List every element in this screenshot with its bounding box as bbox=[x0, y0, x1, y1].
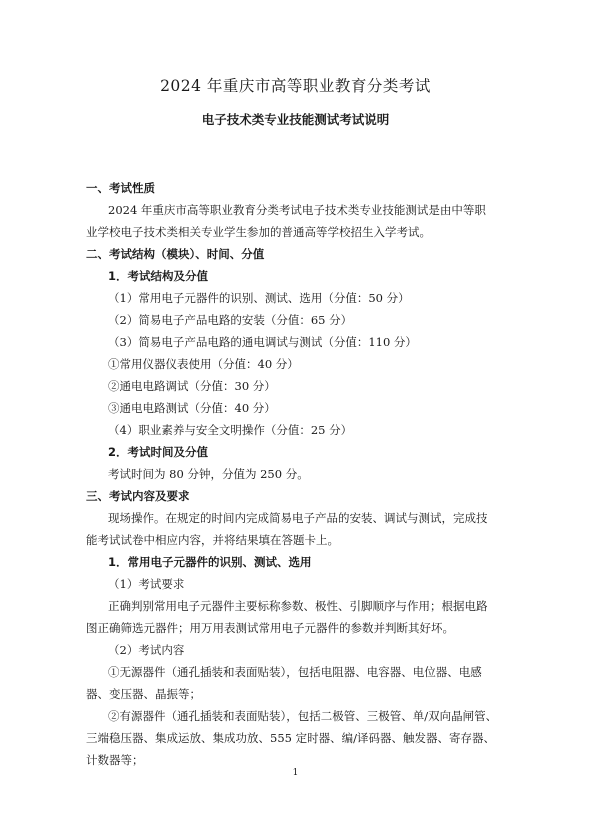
list-item: （2）简易电子产品电路的安装（分值：65 分） bbox=[108, 313, 353, 327]
subsection-heading-structure-score: 1．考试结构及分值 bbox=[108, 269, 209, 283]
list-item: ②通电电路调试（分值：30 分） bbox=[108, 379, 276, 393]
section-heading-structure: 二、考试结构（模块）、时间、分值 bbox=[86, 247, 265, 261]
list-item: （1）常用电子元器件的识别、测试、选用（分值：50 分） bbox=[108, 291, 410, 305]
document-subtitle: 电子技术类专业技能测试考试说明 bbox=[201, 112, 390, 127]
paragraph-line: 现场操作。在规定的时间内完成简易电子产品的安装、调试与测试，完成技 bbox=[108, 511, 488, 525]
paragraph-line: 计数器等； bbox=[86, 753, 144, 767]
paragraph-line: 三端稳压器、集成运放、集成功放、555 定时器、编/译码器、触发器、寄存器、 bbox=[86, 731, 495, 745]
page-number: 1 bbox=[292, 768, 299, 778]
list-item: （2）考试内容 bbox=[108, 643, 185, 657]
paragraph-line: 能考试试卷中相应内容，并将结果填在答题卡上。 bbox=[86, 533, 339, 547]
paragraph-line: ①无源器件（通孔插装和表面贴装），包括电阻器、电容器、电位器、电感 bbox=[108, 665, 482, 679]
list-item: （1）考试要求 bbox=[108, 577, 185, 591]
paragraph-line: 图正确筛选元器件；用万用表测试常用电子元器件的参数并判断其好坏。 bbox=[86, 621, 454, 635]
paragraph-line: 正确判别常用电子元器件主要标称参数、极性、引脚顺序与作用；根据电路 bbox=[108, 599, 488, 613]
paragraph-line: 考试时间为 80 分钟，分值为 250 分。 bbox=[108, 467, 309, 481]
subsection-heading-time-score: 2．考试时间及分值 bbox=[108, 445, 209, 459]
paragraph-line: 2024 年重庆市高等职业教育分类考试电子技术类专业技能测试是由中等职 bbox=[108, 203, 486, 217]
subsection-heading-components: 1．常用电子元器件的识别、测试、选用 bbox=[108, 555, 312, 569]
list-item: ①常用仪器仪表使用（分值：40 分） bbox=[108, 357, 299, 371]
paragraph-line: 业学校电子技术类相关专业学生参加的普通高等学校招生入学考试。 bbox=[86, 225, 431, 239]
section-heading-content: 三、考试内容及要求 bbox=[86, 489, 190, 503]
document-title: 2024 年重庆市高等职业教育分类考试 bbox=[160, 77, 431, 95]
paragraph-line: ②有源器件（通孔插装和表面贴装），包括二极管、三极管、单/双向晶闸管、 bbox=[108, 709, 498, 723]
list-item: （4）职业素养与安全文明操作（分值：25 分） bbox=[108, 423, 353, 437]
list-item: ③通电电路测试（分值：40 分） bbox=[108, 401, 276, 415]
section-heading-nature: 一、考试性质 bbox=[86, 181, 155, 195]
list-item: （3）简易电子产品电路的通电调试与测试（分值：110 分） bbox=[108, 335, 417, 349]
paragraph-line: 器、变压器、晶振等； bbox=[86, 687, 201, 701]
